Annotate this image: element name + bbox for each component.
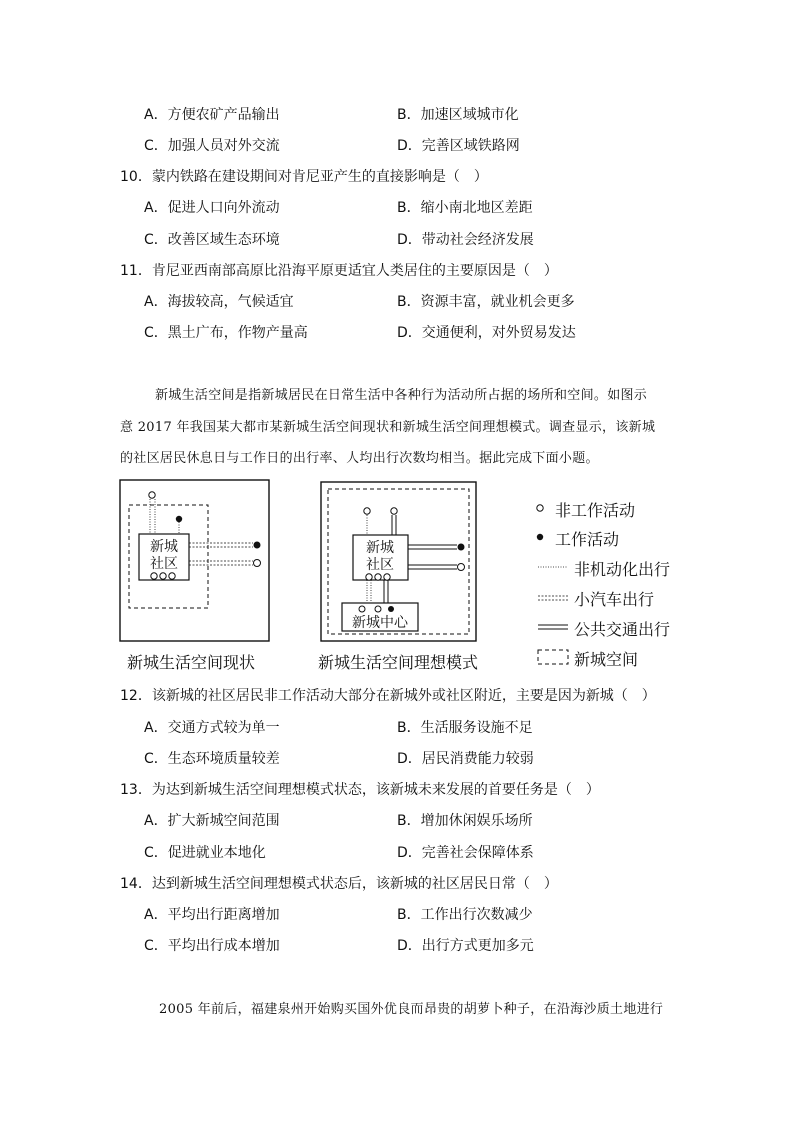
q10-option-d: D．带动社会经济发展 <box>397 232 534 248</box>
ideal-community-label-2: 社区 <box>366 557 394 573</box>
q10-option-b: B．缩小南北地区差距 <box>397 200 533 216</box>
space-symbol <box>538 650 568 664</box>
q11-option-b: B．资源丰富，就业机会更多 <box>397 294 575 310</box>
current-community-label-1: 新城 <box>150 539 178 555</box>
current-community-label-2: 社区 <box>150 556 178 572</box>
legend-work: 工作活动 <box>555 530 620 549</box>
ideal-center-label: 新城中心 <box>352 615 408 631</box>
q14-stem: 14．达到新城生活空间理想模式状态后，该新城的社区居民日常（ ） <box>120 876 558 892</box>
legend-transit: 公共交通出行 <box>574 620 671 639</box>
q12-option-d: D．居民消费能力较弱 <box>397 751 534 767</box>
q13-option-b: B．增加休闲娱乐场所 <box>397 813 533 829</box>
legend-nonmotor: 非机动化出行 <box>574 560 671 579</box>
q11-stem: 11．肯尼亚西南部高原比沿海平原更适宜人类居住的主要原因是（ ） <box>120 263 558 279</box>
q10-stem: 10．蒙内铁路在建设期间对肯尼亚产生的直接影响是（ ） <box>120 169 488 185</box>
next-material-line: 2005 年前后，福建泉州开始购买国外优良而昂贵的胡萝卜种子，在沿海沙质土地进行 <box>159 1002 664 1017</box>
legend-car: 小汽车出行 <box>574 590 655 609</box>
material-line-1: 新城生活空间是指新城居民在日常生活中各种行为活动所占据的场所和空间。如图示 <box>155 388 648 403</box>
q14-option-a: A．平均出行距离增加 <box>144 907 280 923</box>
ideal-community-label-1: 新城 <box>366 540 394 556</box>
current-state-diagram <box>119 479 271 643</box>
q11-option-d: D．交通便利，对外贸易发达 <box>397 325 576 341</box>
q14-option-b: B．工作出行次数减少 <box>397 907 533 923</box>
nonwork-symbol <box>537 505 543 511</box>
q9-option-c: C．加强人员对外交流 <box>144 138 280 154</box>
q10-option-c: C．改善区域生态环境 <box>144 232 280 248</box>
q12-stem: 12．该新城的社区居民非工作活动大部分在新城外或社区附近，主要是因为新城（ ） <box>120 688 656 704</box>
caption-current-state: 新城生活空间现状 <box>127 653 256 672</box>
q11-option-c: C．黑土广布，作物产量高 <box>144 325 308 341</box>
work-symbol <box>537 534 543 540</box>
material-line-2: 意 2017 年我国某大都市某新城生活空间现状和新城生活空间理想模式。调查显示，该新城 <box>120 420 656 435</box>
q9-option-b: B．加速区域城市化 <box>397 107 519 123</box>
material-line-3: 的社区居民休息日与工作日的出行率、人均出行次数均相当。据此完成下面小题。 <box>120 451 599 466</box>
q11-option-a: A．海拔较高，气候适宜 <box>144 294 294 310</box>
legend-symbols <box>532 497 572 669</box>
q13-option-d: D．完善社会保障体系 <box>397 845 534 861</box>
q14-option-d: D．出行方式更加多元 <box>397 938 534 954</box>
q13-option-a: A．扩大新城空间范围 <box>144 813 280 829</box>
q12-option-b: B．生活服务设施不足 <box>397 720 533 736</box>
q14-option-c: C．平均出行成本增加 <box>144 938 280 954</box>
q9-option-a: A．方便农矿产品输出 <box>144 107 280 123</box>
q13-stem: 13．为达到新城生活空间理想模式状态，该新城未来发展的首要任务是（ ） <box>120 782 600 798</box>
q12-option-a: A．交通方式较为单一 <box>144 720 280 736</box>
q12-option-c: C．生态环境质量较差 <box>144 751 280 767</box>
legend-nonwork: 非工作活动 <box>555 501 636 520</box>
q13-option-c: C．促进就业本地化 <box>144 845 266 861</box>
legend-space: 新城空间 <box>574 650 639 669</box>
ideal-pattern-diagram <box>320 481 478 643</box>
q9-option-d: D．完善区域铁路网 <box>397 138 520 154</box>
q10-option-a: A．促进人口向外流动 <box>144 200 280 216</box>
caption-ideal-pattern: 新城生活空间理想模式 <box>318 653 479 672</box>
